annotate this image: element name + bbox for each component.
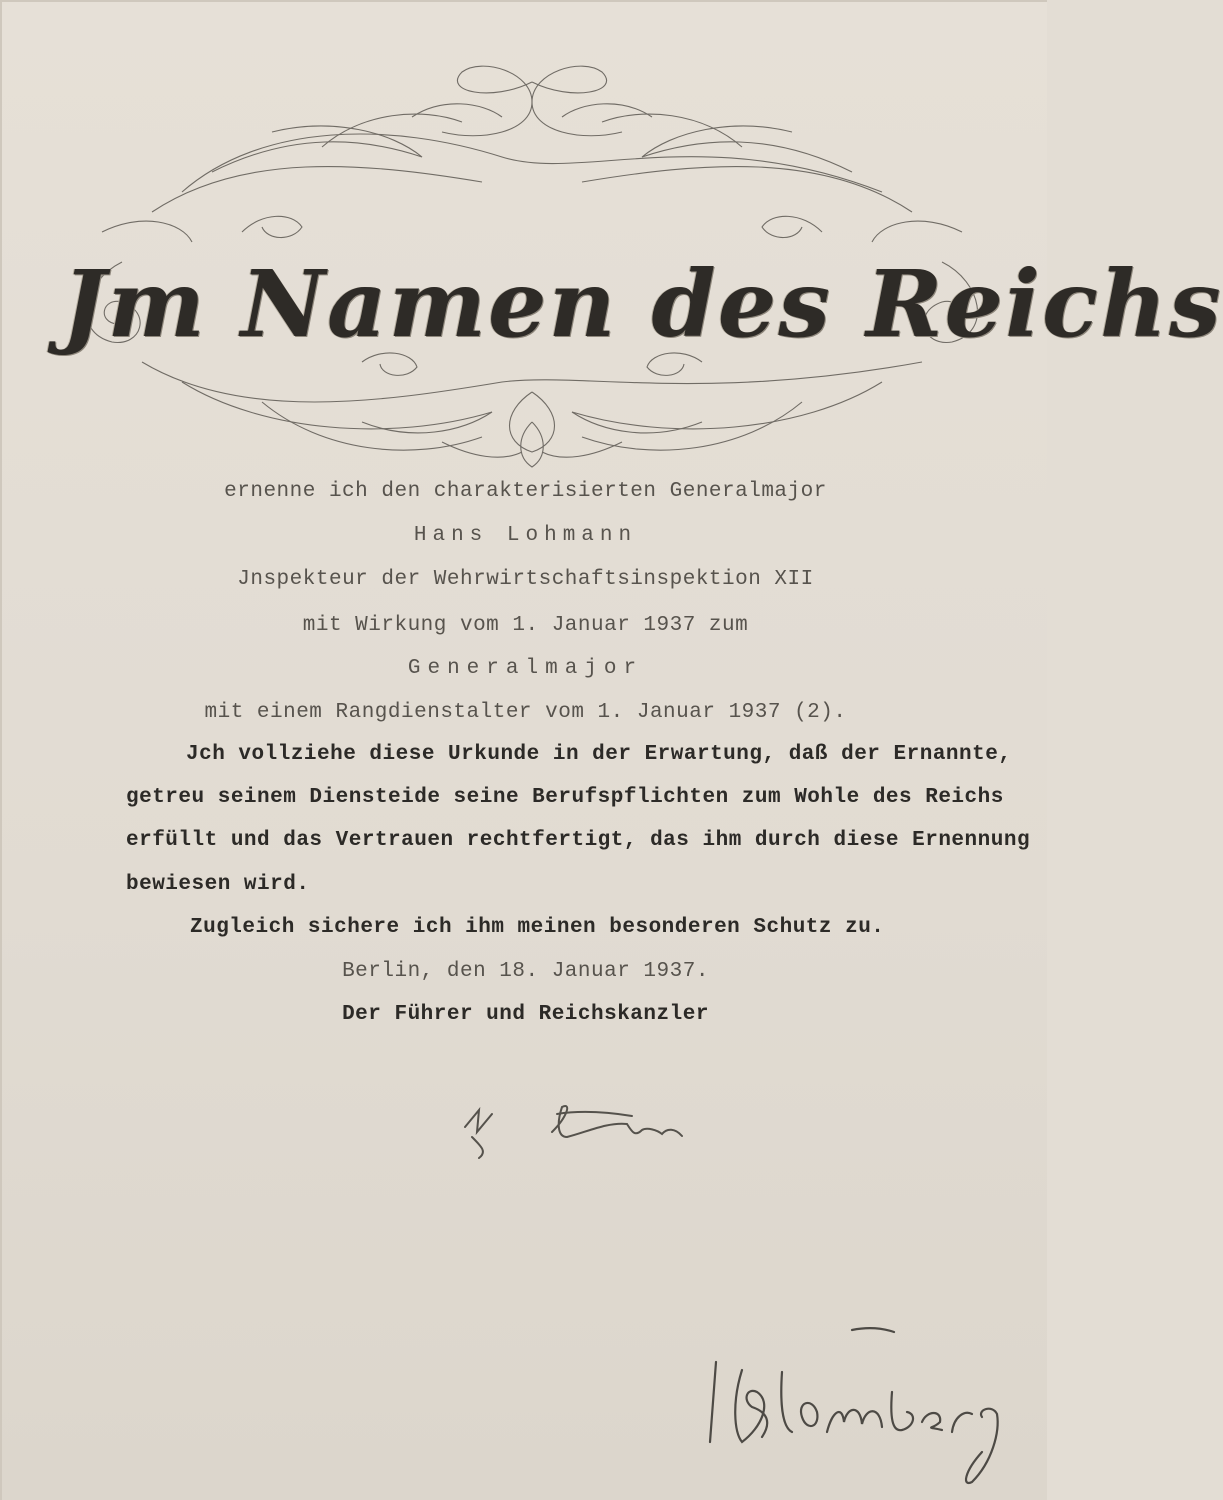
signature-1 — [457, 1092, 697, 1162]
effective-date: mit Wirkung vom 1. Januar 1937 zum — [302, 614, 749, 637]
paragraph-2: Zugleich sichere ich ihm meinen besonderen Schutz zu. — [190, 916, 885, 939]
appointee-name: Hans Lohmann — [413, 524, 638, 547]
signatory-title: Der Führer und Reichskanzler — [342, 1003, 709, 1026]
paragraph-1-line-1: Jch vollziehe diese Urkunde in der Erwartung, daß der Ernannte, — [186, 743, 1012, 766]
paragraph-1-line-2: getreu seinem Diensteide seine Berufspflichten zum Wohle des Reichs — [126, 786, 1004, 809]
calligraphic-heading — [62, 62, 1223, 472]
new-rank: Generalmajor — [407, 657, 644, 680]
heading-title: Jm Namen des Reichs — [62, 250, 1223, 358]
paragraph-1-line-3: erfüllt und das Vertrauen rechtfertigt, das ihm durch diese Ernennung — [126, 829, 1031, 852]
signature-2 — [702, 1322, 1022, 1492]
appointee-position: Jnspekteur der Wehrwirtschaftsinspektion XII — [237, 568, 814, 591]
place-and-date: Berlin, den 18. Januar 1937. — [342, 960, 709, 983]
appointment-intro: ernenne ich den charakterisierten Generalmajor — [224, 480, 827, 503]
seniority-date: mit einem Rangdienstalter vom 1. Januar 1937 (2). — [204, 701, 847, 724]
paragraph-1-line-4: bewiesen wird. — [126, 873, 310, 896]
